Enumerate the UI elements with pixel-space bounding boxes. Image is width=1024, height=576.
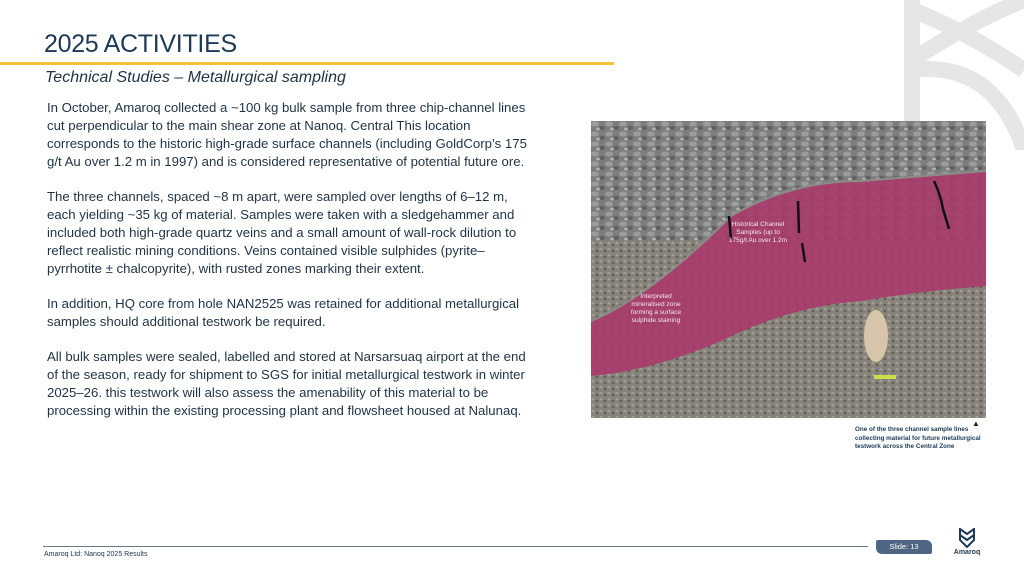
title-underline <box>0 62 614 65</box>
photo-illustration <box>591 121 986 418</box>
outcrop-photo <box>591 121 986 418</box>
slide-number-badge: Slide: 13 <box>876 540 932 554</box>
photo-caption: One of the three channel sample lines collecting material for future metallurgical testwork across the Central Zone <box>855 426 981 450</box>
paragraph-2: The three channels, spaced ~8 m apart, were sampled over lengths of 6–12 m, each yielding ~35 kg of material. Samples were taken with a sledgehammer and included both high-grade quartz veins and a small amount of wall-rock dilution to reflect realistic mining conditions. Veins contained visible sulphides (pyrite–pyrrhotite ± chalcopyrite), with rusted zones marking their extent. <box>47 189 517 276</box>
fox-logo-icon <box>958 528 976 548</box>
page-title: 2025 ACTIVITIES <box>44 30 237 58</box>
amaroq-logo <box>952 528 982 556</box>
paragraph-4: All bulk samples were sealed, labelled and stored at Narsarsuaq airport at the end of the season, ready for shipment to SGS for initial metallurgical testwork in winter 2025–26. this testwork will also assess the amenability of this material to be processing within the existing processing plant and flowsheet housed at Nalunaq. <box>47 349 526 418</box>
section-subtitle: Technical Studies – Metallurgical sampling <box>45 69 346 86</box>
footer-divider <box>43 546 868 547</box>
footer-text: Amaroq Ltd: Nanoq 2025 Results <box>44 551 148 558</box>
caption-arrow-icon: ▲ <box>972 419 980 428</box>
historical-channel-label: Historical Channel Samples (up to 175g/t Au over 1.2m <box>728 221 788 244</box>
body-text <box>47 99 527 437</box>
paragraph-3: In addition, HQ core from hole NAN2525 was retained for additional metallurgical samples should additional testwork be required. <box>47 296 520 329</box>
logo-text: Amaroq <box>953 549 981 556</box>
interpreted-zone-label: Interpreted mineralised zone forming a surface sulphide staining <box>630 293 682 324</box>
paragraph-1: In October, Amaroq collected a ~100 kg bulk sample from three chip-channel lines cut perpendicular to the main shear zone at Nanoq. Central This location corresponds to the historic high-grade surface channels (including GoldCorp’s 175 g/t Au over 1.2 m in 1997) and is considered representative of potential future ore. <box>47 100 527 169</box>
